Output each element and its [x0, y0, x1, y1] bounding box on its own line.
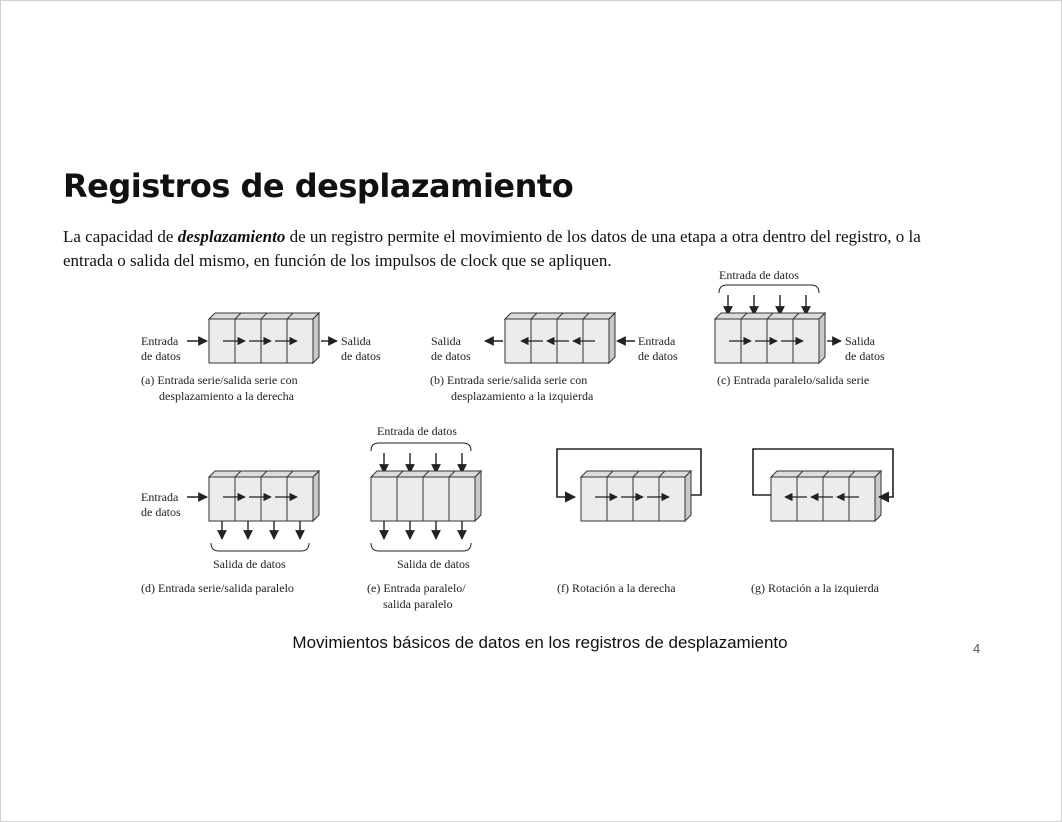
diagram-c-output-label-line2: de datos: [845, 349, 885, 363]
diagram-c-top-brace: [719, 285, 819, 293]
diagram-e-caption-line1: (e) Entrada paralelo/: [367, 581, 466, 595]
diagram-c-caption: (c) Entrada paralelo/salida serie: [717, 373, 870, 387]
diagram-b-output-label-line1: Salida: [431, 334, 461, 348]
body-text-start: La capacidad de: [63, 227, 178, 246]
diagram-e-top-label: Entrada de datos: [377, 424, 457, 438]
diagram-d-caption: (d) Entrada serie/salida paralelo: [141, 581, 294, 595]
diagram-a-caption-line2: desplazamiento a la derecha: [159, 389, 294, 403]
shift-register-diagram: [121, 263, 921, 623]
diagram-a-input-label-line1: Entrada: [141, 334, 179, 348]
diagram-e-parallel-in-parallel-out: [367, 424, 481, 611]
diagram-b-caption-line2: desplazamiento a la izquierda: [451, 389, 594, 403]
diagram-a-serial-right: [141, 313, 381, 403]
body-text-end: de un registro permite el movimiento de los datos de una etapa a otra dentro del registro, o la entrada o salida del mismo, en función de los impulsos de clock que se apliquen.: [63, 227, 921, 270]
diagram-b-input-label-line1: Entrada: [638, 334, 676, 348]
diagram-e-caption-line2: salida paralelo: [383, 597, 453, 611]
diagram-b-serial-left: [430, 313, 678, 403]
slide-title: Registros de desplazamiento: [63, 167, 574, 205]
body-text-emphasis: desplazamiento: [177, 227, 286, 246]
figure-caption: Movimientos básicos de datos en los registros de desplazamiento: [292, 633, 788, 652]
diagram-d-bottom-brace: [211, 543, 309, 551]
diagram-g-caption: (g) Rotación a la izquierda: [751, 581, 879, 595]
diagram-b-caption-line1: (b) Entrada serie/salida serie con: [430, 373, 588, 387]
diagram-d-input-label-line2: de datos: [141, 505, 181, 519]
diagram-a-caption-line1: (a) Entrada serie/salida serie con: [141, 373, 298, 387]
diagram-e-bottom-brace: [371, 543, 471, 551]
diagram-a-input-label-line2: de datos: [141, 349, 181, 363]
diagram-d-input-label-line1: Entrada: [141, 490, 179, 504]
diagram-c-parallel-in-serial-out: [715, 268, 885, 387]
page-number: 4: [973, 641, 981, 656]
diagram-g-rotate-left: [751, 449, 893, 595]
diagram-f-rotate-right: [557, 449, 701, 595]
diagram-d-bottom-label: Salida de datos: [213, 557, 286, 571]
diagram-d-serial-in-parallel-out: [141, 471, 319, 595]
diagram-c-output-label-line1: Salida: [845, 334, 875, 348]
diagram-c-top-label: Entrada de datos: [719, 268, 799, 282]
diagram-e-top-brace: [371, 443, 471, 451]
diagram-b-output-label-line2: de datos: [431, 349, 471, 363]
diagram-e-bottom-label: Salida de datos: [397, 557, 470, 571]
diagram-a-output-label-line2: de datos: [341, 349, 381, 363]
shift-register-figure: [121, 263, 921, 623]
diagram-f-caption: (f) Rotación a la derecha: [557, 581, 676, 595]
diagram-a-output-label-line1: Salida: [341, 334, 371, 348]
diagram-b-input-label-line2: de datos: [638, 349, 678, 363]
